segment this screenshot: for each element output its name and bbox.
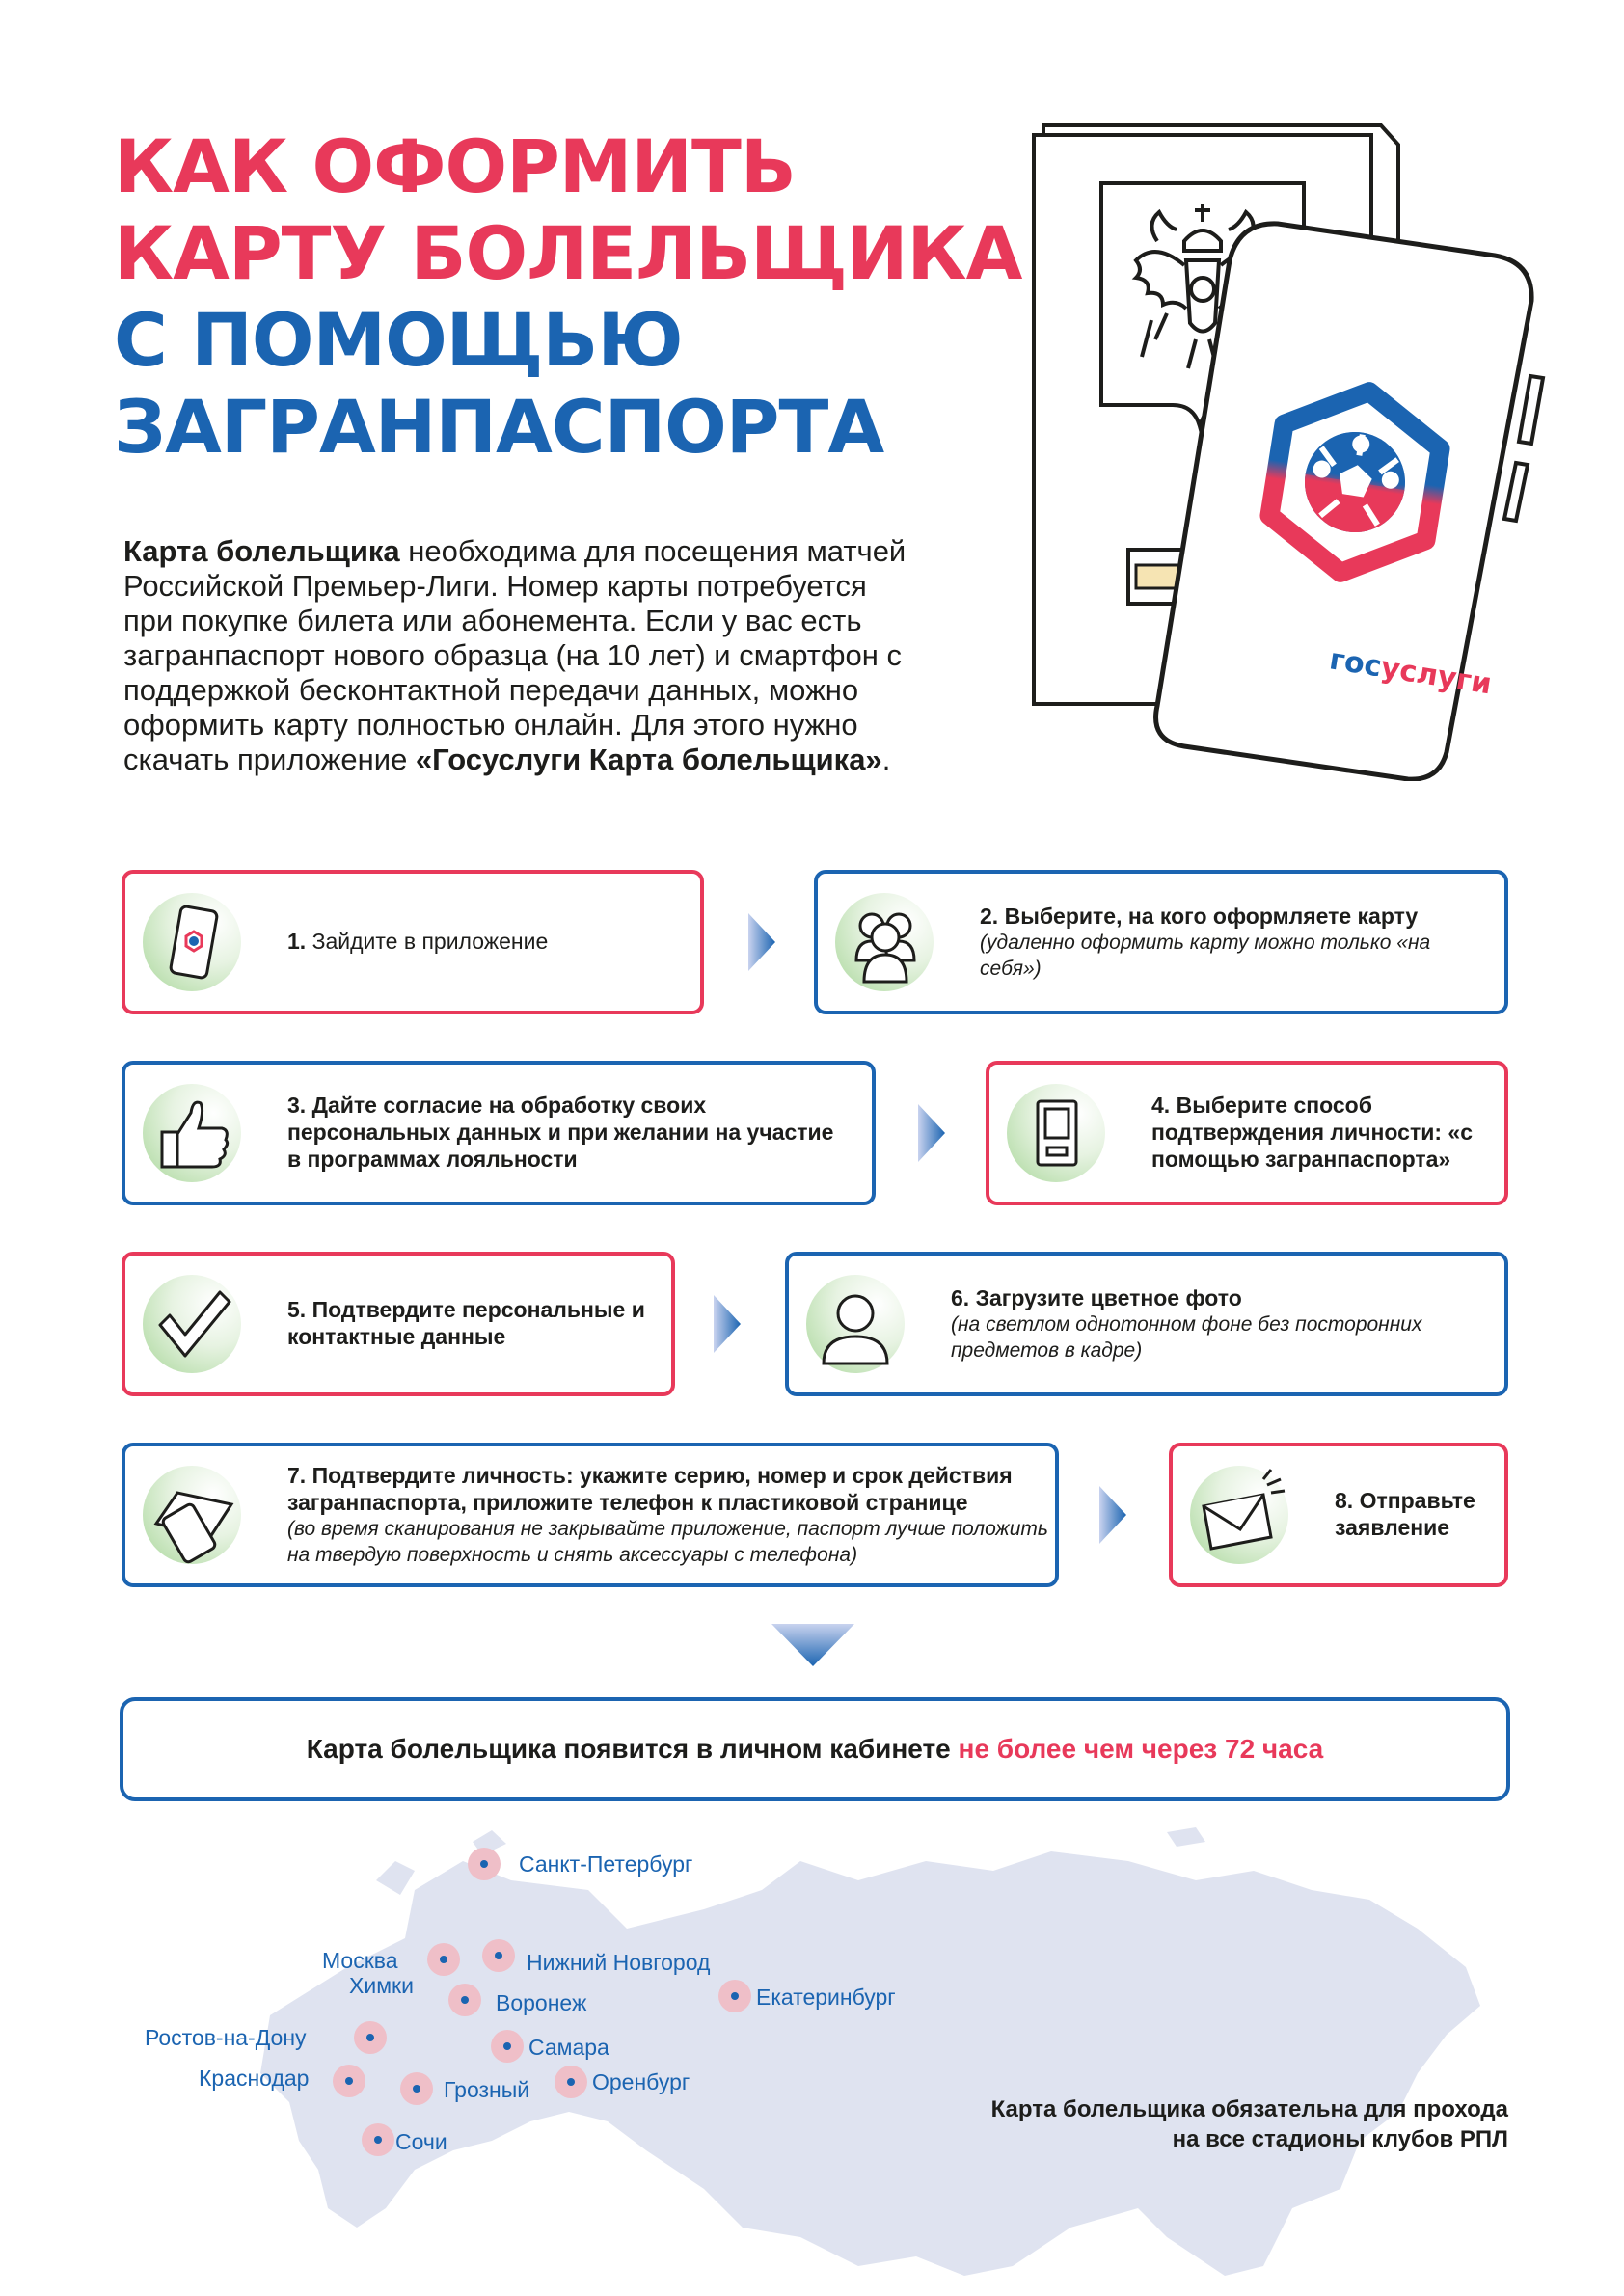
passport-icon [1007,1084,1105,1182]
envelope-icon [1190,1466,1288,1564]
result-banner [120,1697,1510,1801]
phone-on-passport-icon [143,1466,241,1564]
brand-gos: гос [1327,642,1385,685]
title-line-4: ЗАГРАНПАСПОРТА [114,384,884,470]
step-7-num: 7. [287,1463,307,1488]
step-3-card [122,1061,876,1205]
step-6-note: (на светлом однотонном фоне без посторонних предметов в кадре) [951,1313,1422,1362]
intro-app-name: «Госуслуги Карта болельщика» [415,743,882,776]
result-main: Карта болельщика появится в личном кабинете [306,1734,959,1764]
step-3-num: 3. [287,1093,307,1118]
people-icon [835,893,934,991]
step-8-card [1169,1443,1508,1587]
intro-bold-start: Карта болельщика [123,534,400,568]
step-1-text: Зайдите в приложение [311,929,549,954]
passport-phone-illustration [1022,116,1562,781]
step-2-text: Выберите, на кого оформляете карту [1004,904,1419,929]
step-4-text: Выберите способ подтверждения личности: «с помощью загранпаспорта» [1151,1093,1473,1172]
city-label: Оренбург [592,2069,690,2094]
city-label: Санкт-Петербург [519,1851,693,1877]
map-note-line-1: Карта болельщика обязательна для прохода [990,2096,1508,2122]
step-5-text: Подтвердите персональные и контактные данные [287,1297,645,1349]
chevron-right-icon [748,913,775,976]
thumbs-up-icon [143,1084,241,1182]
result-highlight: не более чем через 72 часа [958,1734,1324,1764]
city-label: Сочи [395,2129,447,2154]
city-label: Екатеринбург [756,1985,896,2010]
step-7-text: Подтвердите личность: укажите серию, номер и срок действия загранпаспорта, приложите телефон к пластиковой странице [287,1463,1013,1515]
step-4-card [986,1061,1508,1205]
step-6-text: Загрузите цветное фото [975,1285,1242,1310]
step-4-num: 4. [1151,1093,1171,1118]
map-note [991,2094,1508,2154]
title-line-2: КАРТУ БОЛЕЛЬЩИКА [114,210,1022,296]
phone-icon [143,893,241,991]
step-2-card [814,870,1508,1014]
step-5-num: 5. [287,1297,307,1322]
intro-paragraph [123,534,914,777]
step-7-note: (во время сканирования не закрывайте приложение, паспорт лучше положить на твердую поверхность и снять аксессуары с телефона) [287,1518,1048,1566]
result-text [123,1734,1506,1765]
city-label: Грозный [444,2077,530,2102]
city-label: Химки [349,1973,414,1998]
step-5-card [122,1252,675,1396]
step-2-num: 2. [980,904,999,929]
chevron-right-icon [1099,1486,1126,1549]
intro-end: . [881,743,891,776]
title-line-1: КАК ОФОРМИТЬ [114,123,796,209]
step-3-text: Дайте согласие на обработку своих персональных данных и при желании на участие в программах лояльности [287,1093,834,1172]
city-label: Нижний Новгород [527,1950,711,1975]
step-8-num: 8. [1335,1488,1354,1513]
chevron-right-icon [918,1104,945,1167]
city-label: Самара [528,2035,609,2060]
city-label: Воронеж [496,1990,587,2015]
step-6-card [785,1252,1508,1396]
title-line-3: С ПОМОЩЬЮ [114,297,683,383]
city-label: Краснодар [199,2066,310,2091]
chevron-right-icon [714,1295,741,1358]
person-photo-icon [806,1275,905,1373]
city-label: Москва [322,1948,398,1973]
step-1-card [122,870,704,1014]
step-1-num: 1. [287,929,307,954]
chevron-down-icon [771,1624,854,1671]
brand-uslugi: услуги [1378,650,1495,702]
city-label: Ростов-на-Дону [145,2025,307,2050]
step-7-card [122,1443,1059,1587]
checkmark-icon [143,1275,241,1373]
step-2-note: (удаленно оформить карту можно только «на себя») [980,932,1431,980]
map-note-line-2: на все стадионы клубов РПЛ [1172,2126,1508,2152]
step-6-num: 6. [951,1285,970,1310]
russia-map [125,1823,1495,2285]
step-8-text: Отправьте заявление [1335,1488,1475,1540]
intro-text: необходима для посещения матчей Российской Премьер-Лиги. Номер карты потребуется при покупке билета или абонемента. Если у вас есть загранпаспорт нового образца (на 10 лет) и смартфон с поддержкой бесконтактной передачи данных, можно оформить карту полностью онлайн. Для этого нужно скачать приложение [123,534,907,776]
page-title [114,123,1021,471]
